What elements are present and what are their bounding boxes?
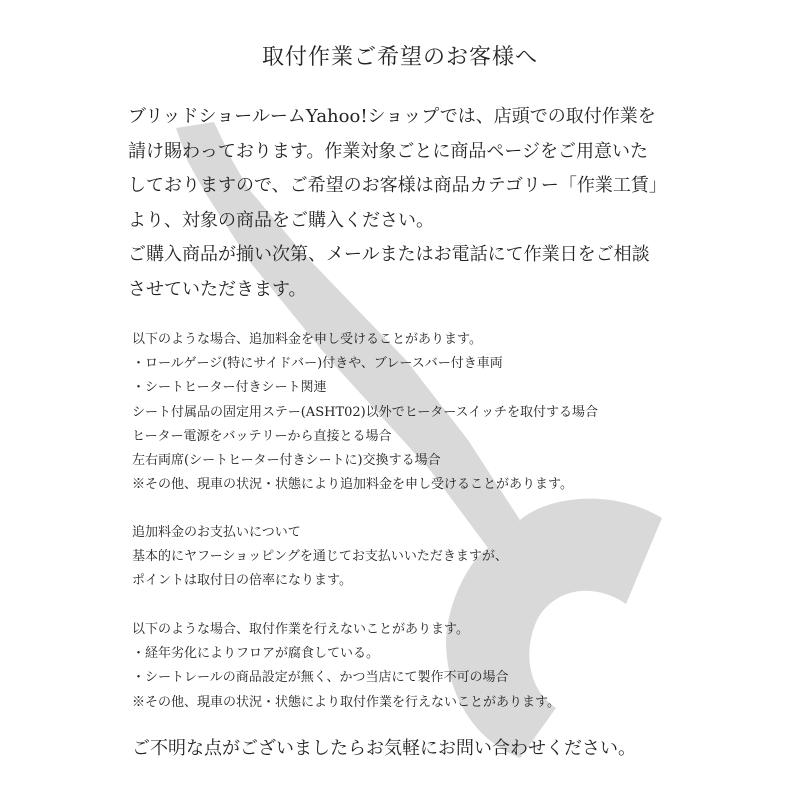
payment-line: 基本的にヤフーショッピングを通じてお支払いいただきますが、 [132,549,508,565]
additional-fees-line: ヒーター電源をバッテリーから直接とる場合 [132,428,392,444]
intro-line: より、対象の商品をご購入ください。 [128,209,434,231]
payment-line: ポイントは取付日の倍率になります。 [132,573,352,589]
page-title: 取付作業ご希望のお客様へ [261,45,538,70]
refusal-line: 以下のような場合、取付作業を行えないことがあります。 [132,622,469,637]
additional-fees-section [132,328,598,497]
additional-fees-line: ※その他、現車の状況・状態により追加料金を申し受けることがあります。 [132,477,573,493]
payment-section [132,521,508,594]
closing-text: ご不明な点がございましたらお気軽にお問い合わせください。 [132,738,636,759]
intro-line: させていただきます。 [128,278,307,300]
additional-fees-line: 以下のような場合、追加料金を申し受けることがあります。 [132,332,482,347]
refusal-line: ※その他、現車の状況・状態により取付作業を行えないことがあります。 [132,694,560,710]
additional-fees-line: ・シートヒーター付きシート関連 [132,380,327,396]
additional-fees-line: シート付属品の固定用ステー(ASHT02)以外でヒータースイッチを取付する場合 [132,404,599,420]
payment-line: 追加料金のお支払いについて [132,525,301,540]
additional-fees-line: 左右両席(シートヒーター付きシートに)交換する場合 [132,453,441,469]
refusal-line: ・シートレールの商品設定が無く、かつ当店にて製作不可の場合 [132,670,509,686]
additional-fees-line: ・ロールゲージ(特にサイドバー)付きや、ブレースバー付き車両 [132,356,503,372]
intro-line: しておりますので、ご希望のお客様は商品カテゴリー「作業工賃」 [128,175,667,196]
intro-line: ブリッドショールームYahoo!ショップでは、店頭での取付作業を [128,106,656,127]
intro-line: ご購入商品が揃い次第、メールまたはお電話にて作業日をご相談 [128,244,650,265]
refusal-line: ・経年劣化によりフロアが腐食している。 [132,646,380,662]
refusal-section [132,618,560,715]
intro-line: 請け賜わっております。作業対象ごとに商品ページをご用意いた [128,140,649,162]
intro-paragraph [128,100,667,307]
